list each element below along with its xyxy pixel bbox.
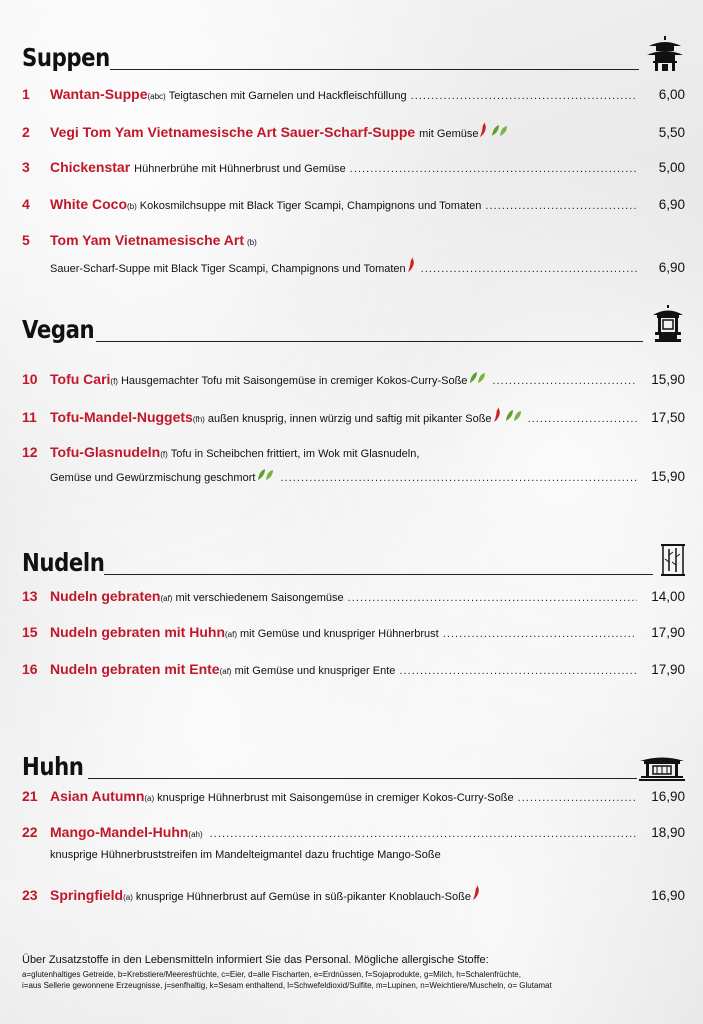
item-description: knusprige Hühnerbrust mit Saisongemüse in cremiger Kokos-Curry-Soße [157, 792, 514, 804]
item-number: 13 [22, 588, 38, 604]
item-number: 3 [22, 159, 30, 175]
allergen-legend-line-2: i=aus Sellerie gewonnene Erzeugnisse, j=senfhaltig, k=Sesam enthaltend, l=Schwefeldioxid/Sulfite, m=Lupinen, n=Weichtiere/Muscheln, o= Glutamat [22, 980, 552, 990]
item-name: Tofu-Glasnudeln [50, 444, 161, 460]
item-number: 12 [22, 444, 38, 460]
item-price: 5,00 [658, 160, 685, 175]
item-price: 17,90 [651, 662, 685, 677]
leader-dots [348, 592, 637, 604]
item-name: Tofu-Mandel-Nuggets [50, 409, 193, 425]
chili-icon [480, 122, 487, 137]
item-name: Mango-Mandel-Huhn [50, 824, 189, 840]
chili-icon [494, 407, 501, 422]
menu-item: 11 Tofu-Mandel-Nuggets (fh) außen knusprig, innen würzig und saftig mit pikanter Soße . . . 17,50 [22, 407, 685, 425]
item-price: 6,90 [658, 260, 685, 275]
item-name: Springfield [50, 887, 124, 903]
item-name: Asian Autumn [50, 788, 145, 804]
leader-dots [518, 792, 637, 804]
item-price: 17,50 [651, 410, 685, 425]
item-price: 16,90 [651, 888, 685, 903]
menu-item: 21 Asian Autumn (a) knusprige Hühnerbrust mit Saisongemüse in cremiger Kokos-Curry-Soße . . . 16,90 [22, 788, 685, 806]
section-header [22, 28, 685, 72]
section-title: Nudeln [22, 548, 105, 577]
item-price: 5,50 [658, 125, 685, 140]
leader-dots [411, 90, 637, 102]
section-title: Vegan [22, 315, 95, 344]
section-divider [104, 574, 653, 575]
section-header [22, 300, 685, 344]
item-number: 5 [22, 232, 30, 248]
item-description-continued: Gemüse und Gewürzmischung geschmort [50, 472, 256, 484]
item-number: 21 [22, 788, 38, 804]
item-name: Wantan-Suppe [50, 86, 148, 102]
allergen-notice: Über Zusatzstoffe in den Lebensmitteln informiert Sie das Personal. Mögliche allergische Stoffe: [22, 954, 489, 966]
menu-item: 4 White Coco (b) Kokosmilchsuppe mit Black Tiger Scampi, Champignons und Tomaten . . . 6,90 [22, 196, 685, 214]
item-price: 6,00 [658, 87, 685, 102]
allergen-legend-line-1: a=glutenhaltiges Getreide, b=Krebstiere/Meeresfrüchte, c=Eier, d=alle Fischarten, e=Erdnüssen, f=Sojaprodukte, g=Milch, h=Schalenfrüchte, [22, 970, 521, 979]
item-price: 17,90 [651, 625, 685, 640]
leader-dots [350, 163, 637, 175]
allergen-footer [22, 954, 685, 992]
item-description: mit verschiedenem Saisongemüse [175, 592, 344, 604]
leader-dots [528, 413, 637, 425]
leader-dots [399, 665, 637, 677]
leader-dots [421, 263, 637, 275]
chili-icon [408, 257, 415, 272]
item-name: Nudeln gebraten mit Huhn [50, 624, 225, 640]
chili-icon [473, 885, 480, 900]
item-number: 11 [22, 409, 37, 425]
item-description: knusprige Hühnerbruststreifen im Mandelteigmantel dazu fruchtige Mango-Soße [50, 849, 441, 861]
item-description: Teigtaschen mit Garnelen und Hackfleischfüllung [168, 90, 407, 102]
pagoda-icon [645, 34, 685, 72]
item-name: Nudeln gebraten [50, 588, 161, 604]
item-name: Tofu Cari [50, 371, 111, 387]
item-name: Vegi Tom Yam Vietnamesische Art Sauer-Scharf-Suppe [50, 124, 416, 140]
section-huhn [22, 737, 685, 903]
leaf-icon [257, 468, 274, 481]
item-description: außen knusprig, innen würzig und saftig mit pikanter Soße [207, 413, 492, 425]
item-name: White Coco [50, 196, 127, 212]
menu-item: 5 Tom Yam Vietnamesische Art (b) Sauer-Scharf-Suppe mit Black Tiger Scampi, Champignons und Tomaten . . . 6,90 [22, 232, 685, 275]
item-number: 16 [22, 661, 38, 677]
item-description: Hühnerbrühe mit Hühnerbrust und Gemüse [134, 163, 346, 175]
item-number: 2 [22, 124, 30, 140]
item-description: mit Gemüse und knuspriger Ente [234, 665, 396, 677]
section-divider [96, 341, 643, 342]
item-number: 15 [22, 624, 38, 640]
leaf-icon [491, 124, 508, 137]
menu-item: 16 Nudeln gebraten mit Ente (af) mit Gemüse und knuspriger Ente . . . 17,90 [22, 661, 685, 679]
section-header [22, 737, 685, 781]
item-description: mit Gemüse [419, 128, 479, 140]
item-price: 14,00 [651, 589, 685, 604]
leader-dots [443, 628, 637, 640]
leaf-icon [469, 371, 486, 384]
item-number: 23 [22, 887, 38, 903]
item-name: Chickenstar [50, 159, 131, 175]
menu-item: 13 Nudeln gebraten (af) mit verschiedenem Saisongemüse . . . 14,00 [22, 588, 685, 606]
item-description: Hausgemachter Tofu mit Saisongemüse in cremiger Kokos-Curry-Soße [120, 375, 468, 387]
section-suppen [22, 28, 685, 275]
temple-icon [639, 755, 685, 781]
menu-item: 15 Nudeln gebraten mit Huhn (af) mit Gemüse und knuspriger Hühnerbrust . . . 17,90 [22, 624, 685, 642]
item-price: 6,90 [658, 197, 685, 212]
item-description: mit Gemüse und knuspriger Hühnerbrust [240, 628, 439, 640]
leader-dots [280, 472, 637, 484]
item-description: Tofu in Scheibchen frittiert, im Wok mit Glasnudeln, [170, 448, 420, 460]
item-number: 22 [22, 824, 38, 840]
section-header [22, 533, 685, 577]
item-description: Kokosmilchsuppe mit Black Tiger Scampi, Champignons und Tomaten [139, 200, 482, 212]
menu-item [22, 122, 685, 140]
leader-dots [485, 200, 637, 212]
item-price: 16,90 [651, 789, 685, 804]
menu-item: 22 Mango-Mandel-Huhn (ah) . . . 18,90 knusprige Hühnerbruststreifen im Mandelteigmantel dazu fruchtige Mango-Soße [22, 824, 685, 867]
section-divider [88, 778, 637, 779]
menu-item: 1 Wantan-Suppe (abc) Teigtaschen mit Garnelen und Hackfleischfüllung . . . 6,00 [22, 86, 685, 104]
section-title: Huhn [22, 752, 84, 781]
leaf-icon [505, 409, 522, 422]
menu-item: 23 Springfield (a) knusprige Hühnerbrust auf Gemüse in süß-pikanter Knoblauch-Soße 16,90 [22, 887, 685, 903]
item-description: Sauer-Scharf-Suppe mit Black Tiger Scampi, Champignons und Tomaten [50, 263, 406, 275]
item-number: 10 [22, 371, 38, 387]
lantern-shrine-icon [651, 304, 685, 344]
menu-item: 12 Tofu-Glasnudeln (f) Tofu in Scheibchen frittiert, im Wok mit Glasnudeln, Gemüse und Gewürzmischung geschmort . . . 15,90 [22, 444, 685, 486]
section-title: Suppen [22, 43, 110, 72]
item-price: 15,90 [651, 372, 685, 387]
item-price: 15,90 [651, 469, 685, 484]
item-name: Nudeln gebraten mit Ente [50, 661, 220, 677]
item-description: knusprige Hühnerbrust auf Gemüse in süß-pikanter Knoblauch-Soße [135, 891, 471, 903]
menu-item: 10 Tofu Cari (f) Hausgemachter Tofu mit Saisongemüse in cremiger Kokos-Curry-Soße . . . 15,90 [22, 371, 685, 389]
menu-item [22, 159, 685, 177]
section-vegan [22, 300, 685, 484]
item-name: Tom Yam Vietnamesische Art [50, 232, 245, 248]
bamboo-scroll-icon [661, 543, 685, 577]
item-price: 18,90 [651, 825, 685, 840]
section-nudeln [22, 533, 685, 677]
leader-dots [210, 828, 637, 840]
section-divider [110, 69, 639, 70]
leader-dots [492, 375, 637, 387]
item-number: 4 [22, 196, 30, 212]
item-number: 1 [22, 86, 30, 102]
